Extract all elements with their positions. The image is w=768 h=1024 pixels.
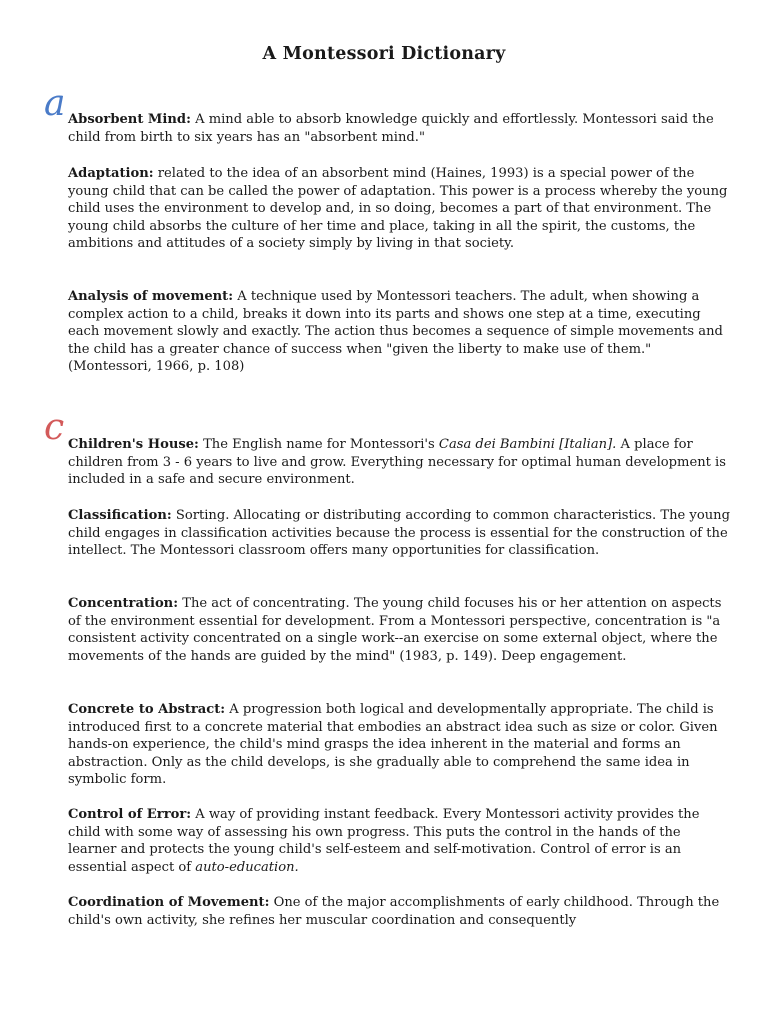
entry-coordination-of-movement bbox=[68, 894, 730, 929]
entry-definition: A mind able to absorb knowledge quickly and effortlessly. Montessori said the child from birth to six years has an "absorbent mind." bbox=[68, 112, 714, 145]
entry-classification bbox=[68, 507, 730, 560]
entry-term: Absorbent Mind: bbox=[68, 112, 191, 127]
entry-childrens-house bbox=[68, 436, 730, 489]
entry-italic-term: Casa dei Bambini [Italian]. bbox=[438, 437, 617, 452]
entry-italic-term: auto-education. bbox=[195, 859, 299, 875]
page-title: A Montessori Dictionary bbox=[262, 44, 506, 64]
entry-term: Concrete to Abstract: bbox=[68, 702, 226, 717]
entry-definition: One of the major accomplishments of early childhood. Through the child's own activity, she refines her muscular coordination and consequently bbox=[68, 895, 720, 928]
section-letter-c: c bbox=[44, 407, 65, 448]
entry-definition: A progression both logical and developmentally appropriate. The child is introduced first to a concrete material that embodies an abstract idea such as size or color. Given hands-on experience, the child's mind grasps the idea inherent in the material and forms an abstraction. Only as the child develops, is she gradually able to comprehend the same idea in symbolic form. bbox=[68, 702, 718, 788]
entry-definition: Sorting. Allocating or distributing according to common characteristics. The young child engages in classification activities because the process is essential for the construction of the intellect. The Montessori classroom offers many opportunities for classification. bbox=[68, 508, 730, 559]
entry-term: Concentration: bbox=[68, 596, 179, 611]
entry-term: Control of Error: bbox=[68, 807, 192, 822]
entry-analysis-of-movement bbox=[68, 288, 730, 376]
entry-term: Children's House: bbox=[68, 437, 199, 452]
entry-term: Adaptation: bbox=[68, 166, 154, 181]
section-letter-a: a bbox=[44, 83, 66, 124]
entry-term: Classification: bbox=[68, 508, 172, 523]
entry-absorbent-mind bbox=[68, 111, 730, 146]
entry-concentration bbox=[68, 595, 730, 665]
entry-adaptation bbox=[68, 165, 730, 253]
entry-control-of-error bbox=[68, 806, 730, 876]
entry-concrete-to-abstract bbox=[68, 701, 730, 789]
entry-definition: The act of concentrating. The young child focuses his or her attention on aspects of the environment essential for development. From a Montessori perspective, concentration is "a consistent activity concentrated on a single work--an exercise on some external object, where the movements of the hands are guided by the mind" (1983, p. 149). Deep engagement. bbox=[68, 596, 722, 664]
entry-term: Analysis of movement: bbox=[68, 289, 234, 304]
entry-definition: A technique used by Montessori teachers. The adult, when showing a complex action to a child, breaks it down into its parts and shows one step at a time, executing each movement slowly and exactly. The action thus becomes a sequence of simple movements and the child has a greater chance of success when "given the liberty to make use of them." (Montessori, 1966, p. 108) bbox=[68, 289, 723, 375]
entry-term: Coordination of Movement: bbox=[68, 895, 270, 910]
entry-definition-cont: A place for children from 3 - 6 years to live and grow. Everything necessary for optimal human development is included in a safe and secure environment. bbox=[68, 437, 726, 488]
entry-definition: related to the idea of an absorbent mind (Haines, 1993) is a special power of the young child that can be called the power of adaptation. This power is a process whereby the young child uses the environment to develop and, in so doing, becomes a part of that environment. The young child absorbs the culture of her time and place, taking in all the spirit, the customs, the ambitions and attitudes of a society simply by living in that society. bbox=[68, 166, 728, 252]
entry-definition: A way of providing instant feedback. Every Montessori activity provides the child with some way of assessing his own progress. This puts the control in the hands of the learner and protects the young child's self-esteem and self-motivation. Control of error is an essential aspect of bbox=[68, 807, 700, 875]
entry-definition: The English name for Montessori's bbox=[198, 437, 439, 452]
